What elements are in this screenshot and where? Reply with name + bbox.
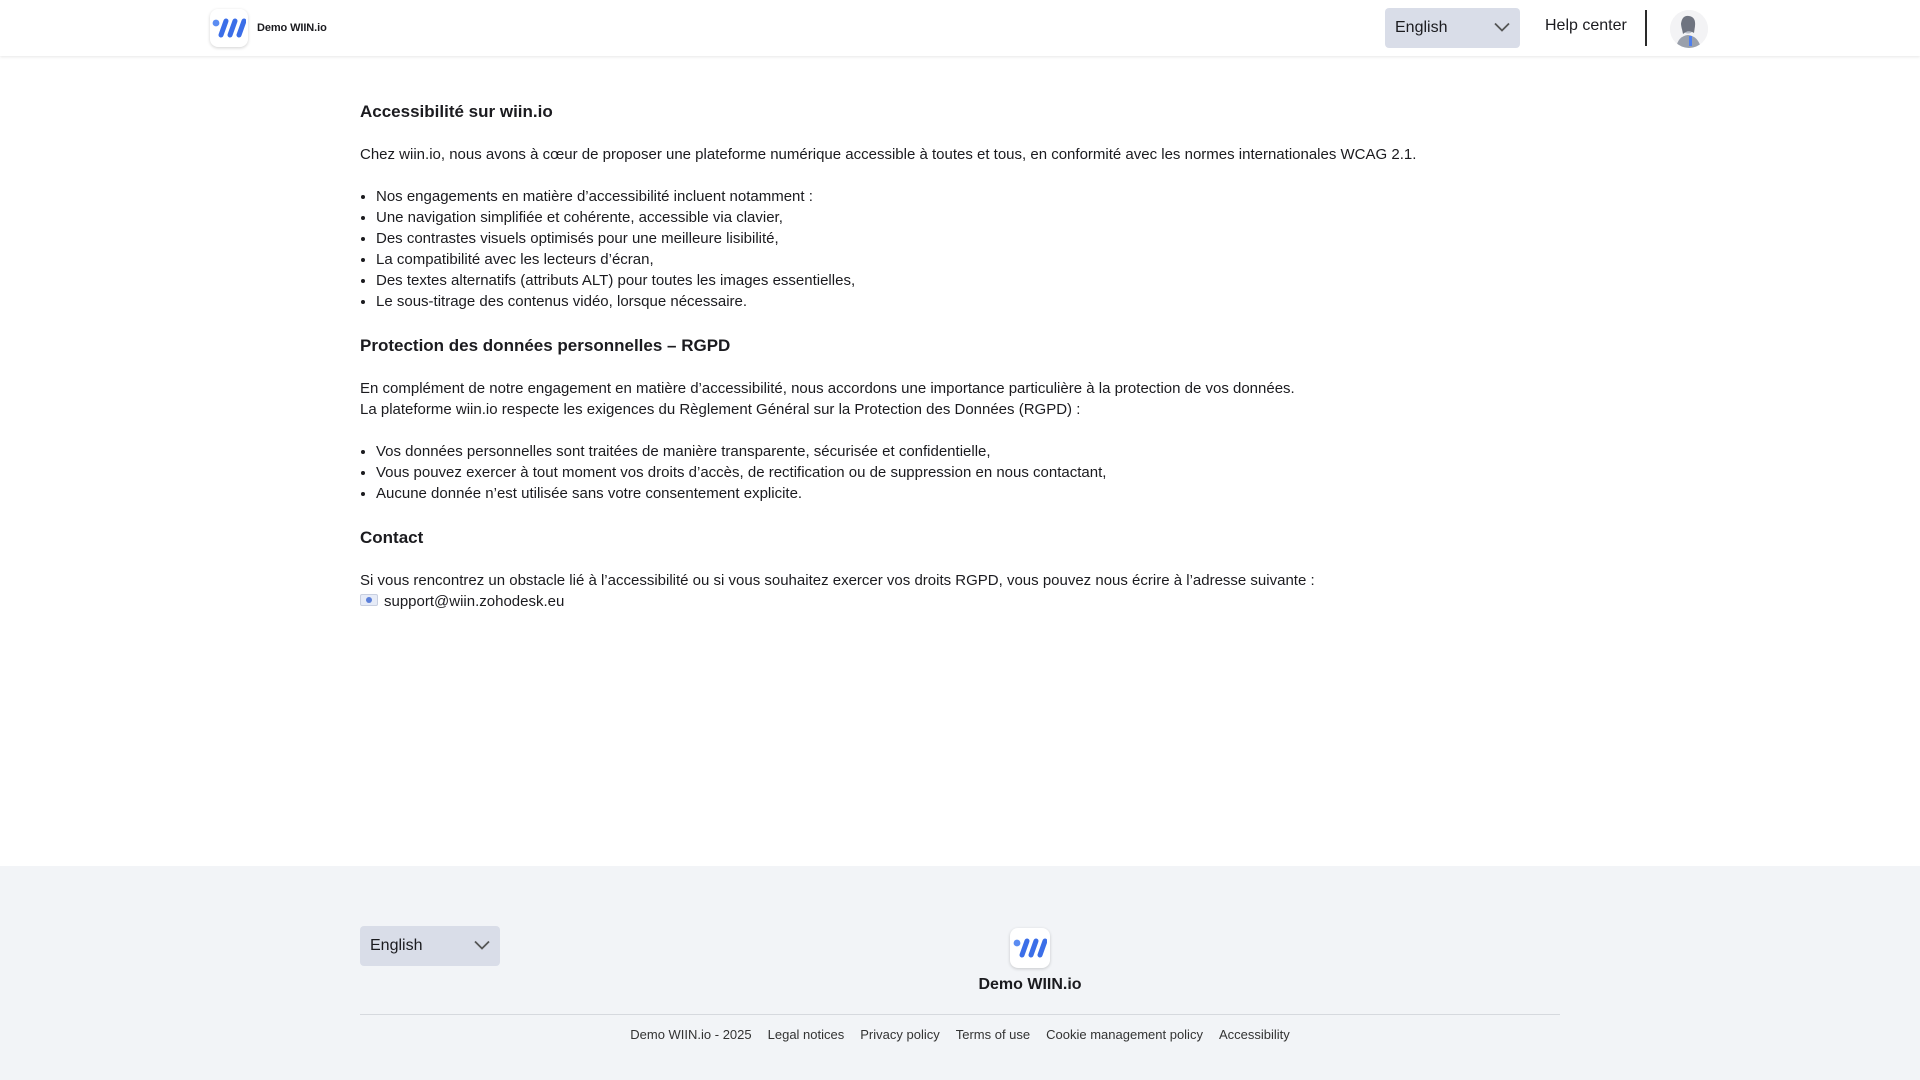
accessibility-link[interactable]: Accessibility [1218, 1027, 1290, 1042]
footer-language-select[interactable] [360, 926, 500, 966]
list-item: • Des textes alternatifs (attributs ALT) pour toutes les images essentielles, [376, 270, 1560, 291]
accessibility-list [376, 186, 1560, 312]
wiin-logo-icon [1010, 928, 1050, 968]
brand-name: Demo WIIN.io [257, 22, 327, 34]
terms-of-use-link[interactable]: Terms of use [955, 1027, 1031, 1042]
list-item: • Des contrastes visuels optimisés pour une meilleure lisibilité, [376, 228, 1560, 249]
section-heading-contact: Contact [360, 528, 424, 547]
paragraph: Si vous rencontrez un obstacle lié à l’accessibilité ou si vous souhaitez exercer vos droits RGPD, vous pouvez nous écrire à l’adresse suivante : [360, 572, 1315, 589]
header-divider [1645, 10, 1647, 46]
chevron-down-icon [1494, 19, 1510, 37]
footer-brand [930, 928, 1130, 994]
paragraph: La plateforme wiin.io respecte les exigences du Règlement Général sur la Protection des Données (RGPD) : [360, 401, 1081, 418]
language-select[interactable] [1385, 8, 1520, 48]
section-heading-rgpd: Protection des données personnelles – RGPD [360, 336, 731, 355]
support-email-link[interactable]: support@wiin.zohodesk.eu [384, 593, 565, 610]
language-select-value: English [1395, 19, 1448, 36]
legal-notices-link[interactable]: Legal notices [767, 1027, 845, 1042]
list-item: • Le sous-titrage des contenus vidéo, lorsque nécessaire. [376, 291, 1560, 312]
main-content [360, 100, 1560, 612]
privacy-policy-link[interactable]: Privacy policy [860, 1027, 940, 1042]
brand-home-link[interactable] [210, 9, 327, 47]
footer-copyright: Demo WIIN.io - 2025 [630, 1027, 752, 1042]
footer-divider [360, 1014, 1560, 1015]
paragraph: En complément de notre engagement en matière d’accessibilité, nous accordons une importance particulière à la protection de vos données. [360, 380, 1295, 397]
list-item: • La compatibilité avec les lecteurs d’écran, [376, 249, 1560, 270]
list-item: • Vos données personnelles sont traitées de manière transparente, sécurisée et confidentielle, [376, 441, 1560, 462]
list-item: • Aucune donnée n’est utilisée sans votre consentement explicite. [376, 483, 1560, 504]
help-center-link[interactable]: Help center [1545, 17, 1627, 34]
list-item: • Une navigation simplifiée et cohérente, accessible via clavier, [376, 207, 1560, 228]
language-select-value: English [370, 937, 423, 954]
user-avatar[interactable] [1670, 10, 1708, 48]
top-header [0, 0, 1920, 56]
paragraph: Chez wiin.io, nous avons à cœur de proposer une plateforme numérique accessible à toutes et tous, en conformité avec les normes internationales WCAG 2.1. [360, 146, 1417, 163]
section-heading-accessibility: Accessibilité sur wiin.io [360, 102, 553, 121]
wiin-logo-icon [210, 9, 248, 47]
contact-email-row [360, 591, 1560, 612]
list-item: • Vous pouvez exercer à tout moment vos droits d’accès, de rectification ou de suppression en nous contactant, [376, 462, 1560, 483]
rgpd-list [376, 441, 1560, 504]
list-item: • Nos engagements en matière d’accessibilité incluent notamment : [376, 186, 1560, 207]
email-icon [360, 591, 378, 612]
chevron-down-icon [474, 937, 490, 955]
footer [0, 866, 1920, 1080]
footer-brand-name: Demo WIIN.io [978, 976, 1082, 993]
footer-links [360, 1027, 1560, 1042]
cookie-policy-link[interactable]: Cookie management policy [1046, 1027, 1203, 1042]
